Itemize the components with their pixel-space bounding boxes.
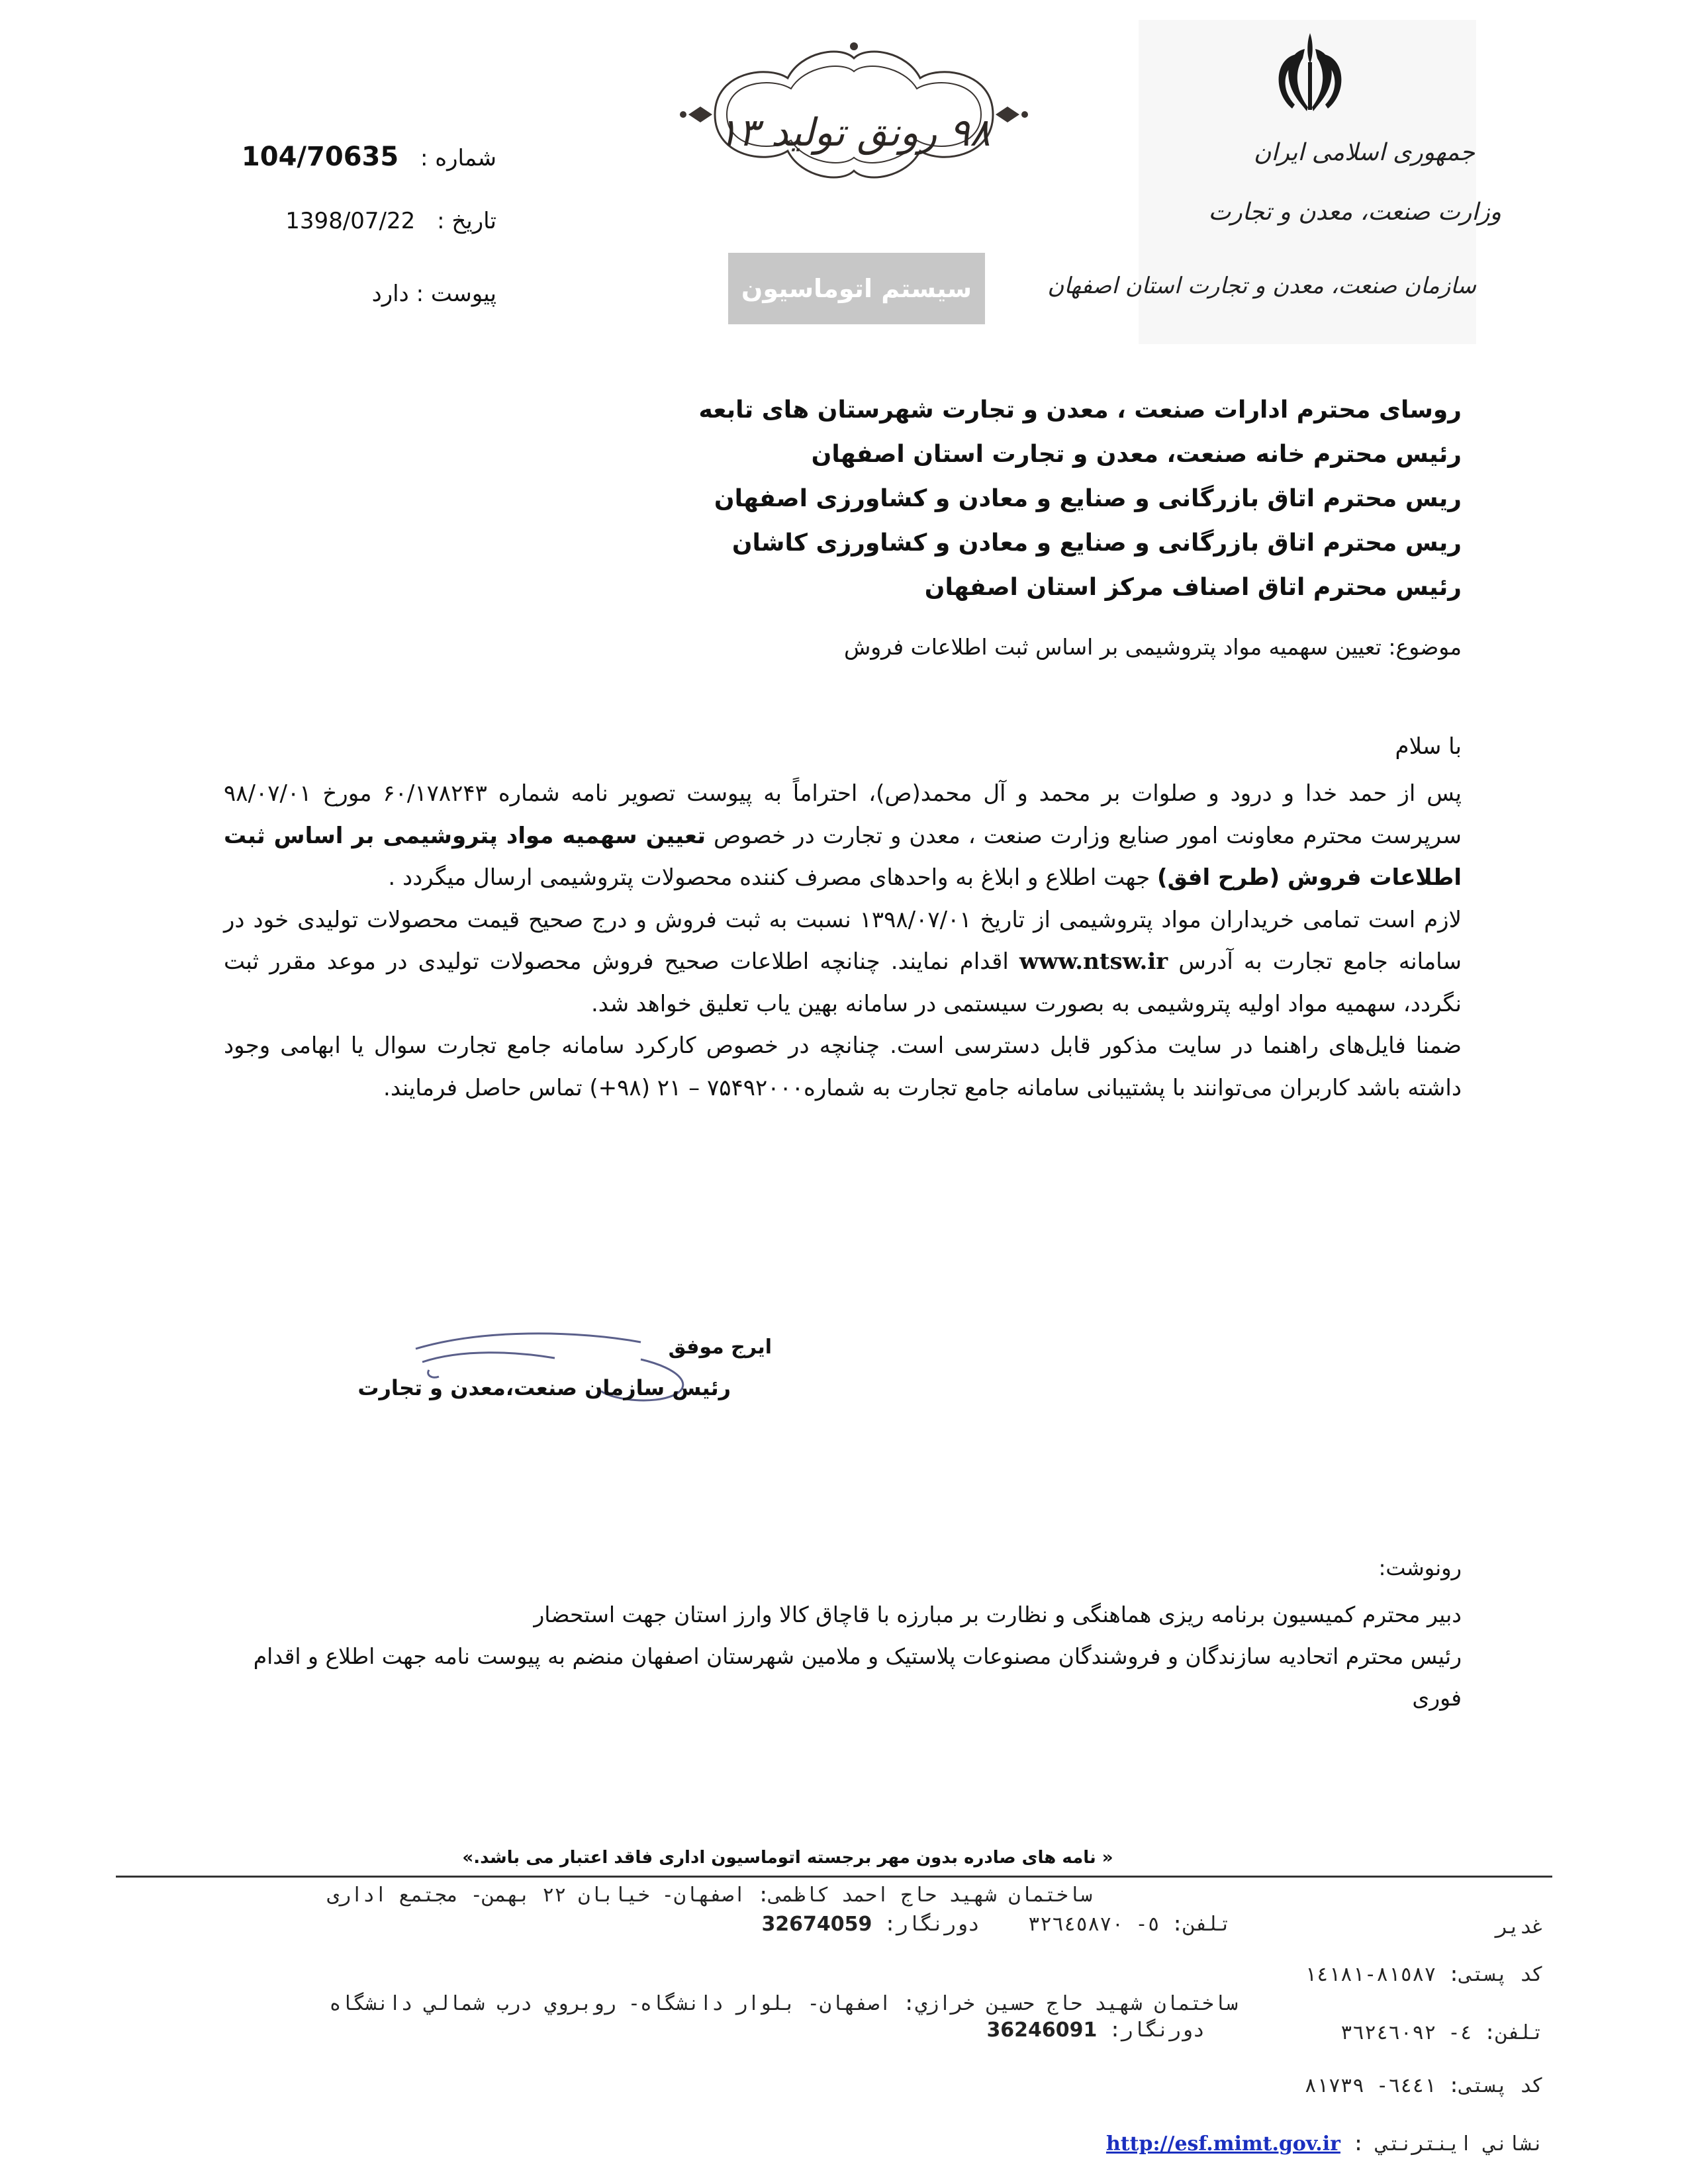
fax-label: دورنگار: xyxy=(884,1913,980,1936)
letter-attachment: پیوست : دارد xyxy=(371,281,496,307)
footer-ghadir: غدیر xyxy=(1495,1915,1544,1938)
website-link[interactable]: http://esf.mimt.gov.ir xyxy=(1105,2132,1340,2156)
footer-website xyxy=(1106,2132,1544,2156)
cc-item: رئیس محترم اتحادیه سازندگان و فروشندگان مصنوعات پلاستیک و ملامین شهرستان اصفهان منضم به پیوست نامه جهت اطلاع و اقدام فوری xyxy=(253,1643,1462,1711)
cc-list xyxy=(224,1594,1462,1719)
cc-item: دبیر محترم کمیسیون برنامه ریزی هماهنگی و نظارت بر مبارزه با قاچاق کالا وارز استان جهت استحضار xyxy=(534,1602,1462,1627)
letter-number xyxy=(242,142,496,172)
fax-label: دورنگار: xyxy=(1109,2019,1205,2042)
org-line-1: جمهوری اسلامی ایران xyxy=(1254,139,1475,166)
iran-emblem-icon xyxy=(1268,29,1352,115)
footer-phone-2: تلفن: ٤- ٣٦٢٤٦٠٩٢ xyxy=(1340,2021,1544,2044)
footer-postal-2: کد پستی: ٦٤٤١- ٨١٧٣٩ xyxy=(1304,2074,1544,2097)
org-line-2: وزارت صنعت، معدن و تجارت xyxy=(1208,199,1501,226)
body-text: جهت اطلاع و ابلاغ به واحدهای مصرف کننده محصولات پتروشیمی ارسال میگردد . xyxy=(388,864,1158,891)
ntsw-url[interactable]: www.ntsw.ir xyxy=(1019,948,1168,975)
letter-date-value: 1398/07/22 xyxy=(285,208,416,234)
footer-address-2: ساختمان شهید حاج حسین خرازي: اصفهان- بلوار دانشگاه- روبروي درب شمالي دانشگاه xyxy=(329,1992,1238,2015)
addressee-line: ریس محترم اتاق بازرگانی و صنایع و معادن و کشاورزی کاشان xyxy=(731,529,1462,557)
footer-postal-1: کد پستی: ٨١٥٨٧-١٤١٨١ xyxy=(1304,1963,1544,1986)
production-emblem xyxy=(669,32,1039,197)
footer-phone-1: تلفن: ٥- ٣٢٦٤٥٨٧٠ xyxy=(1027,1913,1231,1936)
fax-value: 36246091 xyxy=(986,2019,1098,2042)
body-paragraph-3: ضمنا فایل‌های راهنما در سایت مذکور قابل دسترسی است. چنانچه در خصوص کارکرد سامانه جامع تجارت سوال یا ابهامی وجود داشته باشد کاربران می‌توانند با پشتیبانی سامانه جامع تجارت به شماره۷۵۴۹۲۰۰۰ – ۲۱ (۹۸+) تماس حاصل فرمایند. xyxy=(224,1032,1462,1101)
footer-fax-1 xyxy=(761,1913,980,1936)
emblem-text: ۹۸ رونق تولید ۱۳ xyxy=(717,110,991,155)
addressee-line: رئیس محترم اتاق اصناف مرکز استان اصفهان xyxy=(924,574,1462,601)
addressee-line: ریس محترم اتاق بازرگانی و صنایع و معادن و کشاورزی اصفهان xyxy=(714,485,1462,512)
body-paragraph-2 xyxy=(224,899,1462,1026)
automation-badge: سیستم اتوماسیون xyxy=(728,253,985,324)
letter-date-label: تاریخ : xyxy=(437,208,496,234)
cc-label: رونوشت: xyxy=(1378,1555,1462,1580)
body-bold-text: تعیین سهمیه مواد پتروشیمی بر اساس ثبت اطلاعات فروش (طرح افق) xyxy=(224,822,1462,891)
addressee-line: روسای محترم ادارات صنعت ، معدن و تجارت شهرستان های تابعه xyxy=(698,396,1462,424)
letter-number-label: شماره : xyxy=(420,145,496,171)
org-line-3: سازمان صنعت، معدن و تجارت استان اصفهان xyxy=(1047,273,1476,299)
signatory-name: ایرج موفق xyxy=(668,1336,772,1359)
body-text: اقدام نمایند. چنانچه اطلاعات صحیح فروش محصولات تولیدی در موعد مقرر ثبت نگردد، سهمیه مواد اولیه پتروشیمی به بصورت سیستمی در سامانه بهین یاب تعلیق خواهد شد. xyxy=(224,948,1462,1017)
letter-subject: موضوع: تعیین سهمیه مواد پتروشیمی بر اساس ثبت اطلاعات فروش xyxy=(843,634,1462,660)
footer-address-1: ساختمان شهید حاج احمد کاظمی: اصفهان- خیابان ۲۲ بهمن- مجتمع اداری xyxy=(327,1884,1092,1907)
addressee-line: رئیس محترم خانه صنعت، معدن و تجارت استان اصفهان xyxy=(811,441,1462,468)
letter-date xyxy=(285,208,496,234)
letter-body xyxy=(224,773,1462,1109)
footer-fax-2 xyxy=(986,2019,1205,2042)
footer-disclaimer: « نامه های صادره بدون مهر برجسته اتوماسیون اداری فاقد اعتبار می باشد.» xyxy=(462,1848,1113,1868)
body-text: پس از حمد خدا و درود و صلوات بر محمد و آل محمد(ص)، احتراماً به پیوست تصویر نامه شماره ۶۰/۱۷۸۲۴۳ مورخ ۹۸/۰۷/۰۱ سرپرست محترم معاونت امور صنایع وزارت صنعت ، معدن و تجارت در خصوص xyxy=(224,780,1462,849)
addressee-list xyxy=(698,388,1462,610)
signatory-title: رئیس سازمان صنعت،معدن و تجارت xyxy=(357,1375,731,1400)
greeting: با سلام xyxy=(1395,733,1462,760)
handwritten-signature-icon xyxy=(402,1322,714,1422)
footer-divider xyxy=(116,1876,1552,1878)
website-label: نشاني اينترنتي : xyxy=(1352,2132,1544,2156)
body-text: لازم است تمامی خریداران مواد پتروشیمی از تاریخ ۱۳۹۸/۰۷/۰۱ نسبت به ثبت فروش و درج صحیح قیمت محصولات تولیدی خود در سامانه جامع تجارت به آدرس xyxy=(224,906,1462,975)
body-paragraph-1 xyxy=(224,773,1462,899)
fax-value: 32674059 xyxy=(761,1913,872,1936)
letter-number-value: 104/70635 xyxy=(241,142,399,172)
